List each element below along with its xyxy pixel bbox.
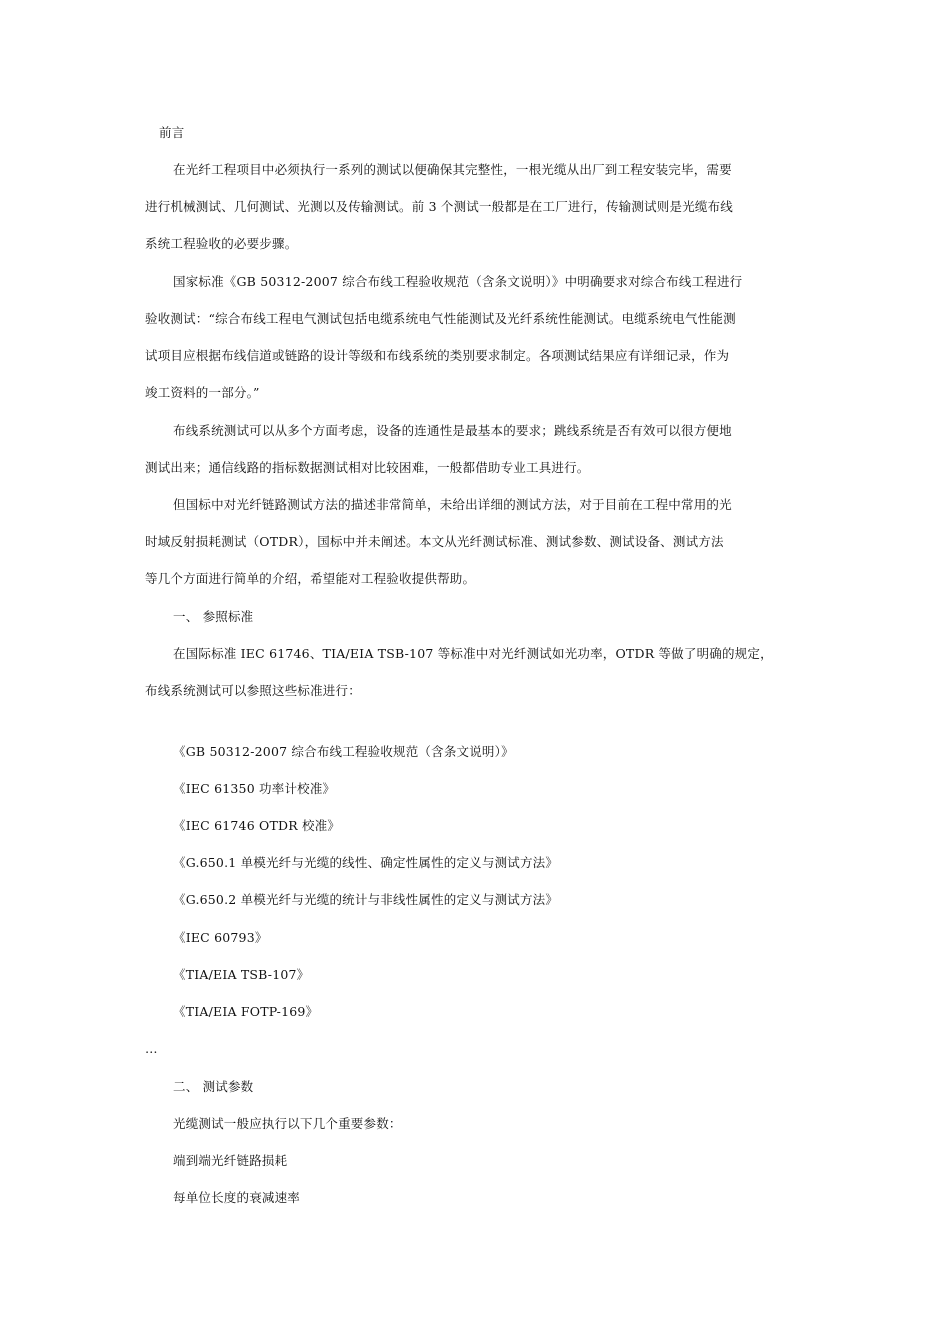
paragraph-line: 测试出来；通信线路的指标数据测试相对比较困难，一般都借助专业工具进行。 (145, 460, 590, 475)
standard-item: 《G.650.2 单模光纤与光缆的统计与非线性属性的定义与测试方法》 (173, 892, 559, 907)
paragraph-line: 验收测试：“综合布线工程电气测试包括电缆系统电气性能测试及光纤系统性能测试。电缆系统电气性能测 (145, 311, 736, 326)
paragraph-line: 系统工程验收的必要步骤。 (145, 236, 298, 251)
paragraph-line: 等几个方面进行简单的介绍，希望能对工程验收提供帮助。 (145, 571, 476, 586)
paragraph-line: 试项目应根据布线信道或链路的设计等级和布线系统的类别要求制定。各项测试结果应有详细记录，作为 (145, 348, 730, 363)
paragraph-line: 在国际标准 IEC 61746、TIA/EIA TSB-107 等标准中对光纤测试如光功率，OTDR 等做了明确的规定， (173, 646, 773, 661)
paragraph-line: 国家标准《GB 50312-2007 综合布线工程验收规范（含条文说明）》中明确要求对综合布线工程进行 (173, 274, 743, 289)
paragraph-line: 时域反射损耗测试（OTDR），国标中并未阐述。本文从光纤测试标准、测试参数、测试设备、测试方法 (145, 534, 724, 549)
standard-item: 《TIA/EIA FOTP-169》 (173, 1004, 319, 1019)
ellipsis: … (145, 1041, 158, 1056)
list-item: 每单位长度的衰减速率 (173, 1190, 301, 1205)
paragraph-line: 竣工资料的一部分。” (145, 385, 260, 400)
standard-item: 《TIA/EIA TSB-107》 (173, 967, 310, 982)
list-item: 端到端光纤链路损耗 (173, 1153, 288, 1168)
standard-item: 《IEC 60793》 (173, 930, 268, 945)
standard-item: 《IEC 61746 OTDR 校准》 (173, 818, 341, 833)
standard-item: 《G.650.1 单模光纤与光缆的线性、确定性属性的定义与测试方法》 (173, 855, 559, 870)
paragraph-line: 布线系统测试可以参照这些标准进行： (145, 683, 361, 698)
paragraph-line: 但国标中对光纤链路测试方法的描述非常简单，未给出详细的测试方法，对于目前在工程中常用的光 (173, 497, 732, 512)
paragraph-line: 在光纤工程项目中必须执行一系列的测试以便确保其完整性，一根光缆从出厂到工程安装完毕，需要 (173, 162, 732, 177)
preface-title: 前言 (159, 125, 185, 140)
standard-item: 《GB 50312-2007 综合布线工程验收规范（含条文说明）》 (173, 744, 514, 759)
paragraph-line: 布线系统测试可以从多个方面考虑，设备的连通性是最基本的要求；跳线系统是否有效可以很方便地 (173, 423, 732, 438)
section-heading: 二、 测试参数 (173, 1079, 254, 1094)
standard-item: 《IEC 61350 功率计校准》 (173, 781, 336, 796)
paragraph-line: 进行机械测试、几何测试、光测以及传输测试。前 3 个测试一般都是在工厂进行，传输测试则是光缆布线 (145, 199, 734, 214)
section-heading: 一、 参照标准 (173, 609, 254, 624)
paragraph-line: 光缆测试一般应执行以下几个重要参数： (173, 1116, 402, 1131)
